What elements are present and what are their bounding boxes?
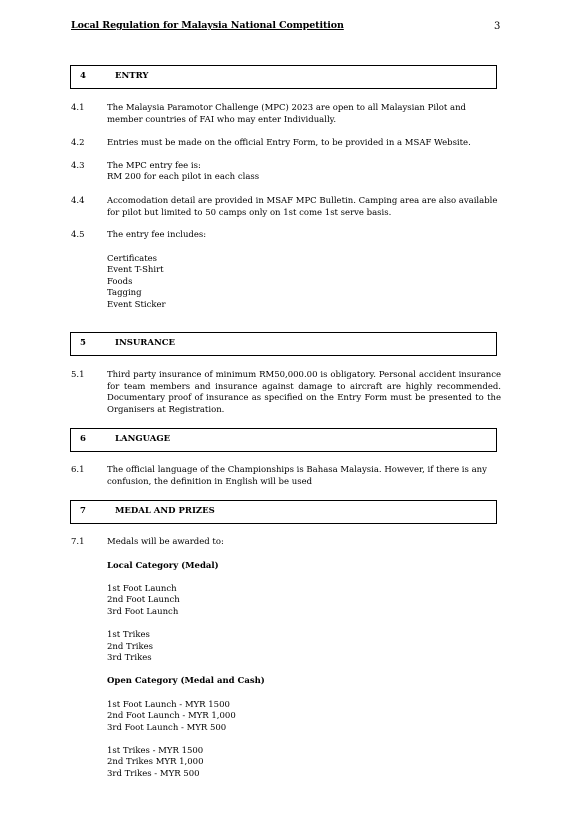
list-item: 3rd Foot Launch: [107, 607, 179, 617]
section-title: INSURANCE: [115, 338, 175, 348]
list-item: Foods: [107, 277, 133, 287]
list-item: 1st Trikes: [107, 630, 150, 640]
section-heading-entry: [70, 65, 497, 89]
list-item: 3rd Trikes: [107, 653, 152, 663]
open-category-heading: Open Category (Medal and Cash): [107, 676, 265, 686]
clause-text: Third party insurance of minimum RM50,000.00 is obligatory. Personal accident insurance for team members and insurance against damage to aircraft are highly recommended. Documentary proof of insurance as specified on the Entry Form must be presented to the Organisers at Registration.: [107, 370, 501, 415]
entry-fee-amount: RM 200 for each pilot in each class: [107, 172, 260, 182]
section-number: 6: [80, 434, 86, 444]
clause-number: 5.1: [71, 370, 85, 380]
clause-text: Accomodation detail are provided in MSAF MPC Bulletin. Camping area are also available for pilot but limited to 50 camps only on 1st come 1st serve basis.: [107, 196, 498, 218]
list-item: Event Sticker: [107, 300, 166, 310]
clause-number: 4.3: [71, 161, 85, 171]
list-item: 1st Foot Launch - MYR 1500: [107, 700, 230, 710]
list-item: 2nd Trikes MYR 1,000: [107, 757, 204, 767]
clause-text: The MPC entry fee is:: [107, 161, 201, 171]
section-title: LANGUAGE: [115, 434, 171, 444]
list-item: Tagging: [107, 288, 142, 298]
section-heading-insurance: [70, 332, 497, 356]
list-item: 3rd Foot Launch - MYR 500: [107, 723, 227, 733]
local-category-heading: Local Category (Medal): [107, 561, 219, 571]
section-title: ENTRY: [115, 71, 149, 81]
section-number: 7: [80, 506, 86, 516]
clause-number: 4.4: [71, 196, 85, 206]
section-number: 4: [80, 71, 86, 81]
clause-text: The entry fee includes:: [107, 230, 207, 240]
list-item: 2nd Foot Launch: [107, 595, 180, 605]
list-item: 1st Trikes - MYR 1500: [107, 746, 204, 756]
document-header-title: Local Regulation for Malaysia National Competition: [71, 20, 344, 31]
clause-number: 4.2: [71, 138, 85, 148]
section-number: 5: [80, 338, 86, 348]
clause-text: Medals will be awarded to:: [107, 537, 224, 547]
clause-number: 4.1: [71, 103, 85, 113]
page-number: 3: [494, 21, 501, 32]
section-heading-language: [70, 428, 497, 452]
section-title: MEDAL AND PRIZES: [115, 506, 215, 516]
section-heading-medal-and-prizes: [70, 500, 497, 524]
clause-number: 6.1: [71, 465, 85, 475]
list-item: Certificates: [107, 254, 158, 264]
list-item: 2nd Foot Launch - MYR 1,000: [107, 711, 236, 721]
clause-text: The official language of the Championships is Bahasa Malaysia. However, if there is any confusion, the definition in English will be used: [107, 465, 487, 487]
clause-number: 4.5: [71, 230, 85, 240]
clause-text: The Malaysia Paramotor Challenge (MPC) 2023 are open to all Malaysian Pilot and member countries of FAI who may enter Individually.: [107, 103, 466, 125]
clause-text: Entries must be made on the official Entry Form, to be provided in a MSAF Website.: [107, 138, 471, 148]
list-item: 3rd Trikes - MYR 500: [107, 769, 200, 779]
list-item: Event T-Shirt: [107, 265, 164, 275]
list-item: 1st Foot Launch: [107, 584, 177, 594]
list-item: 2nd Trikes: [107, 642, 154, 652]
clause-number: 7.1: [71, 537, 85, 547]
